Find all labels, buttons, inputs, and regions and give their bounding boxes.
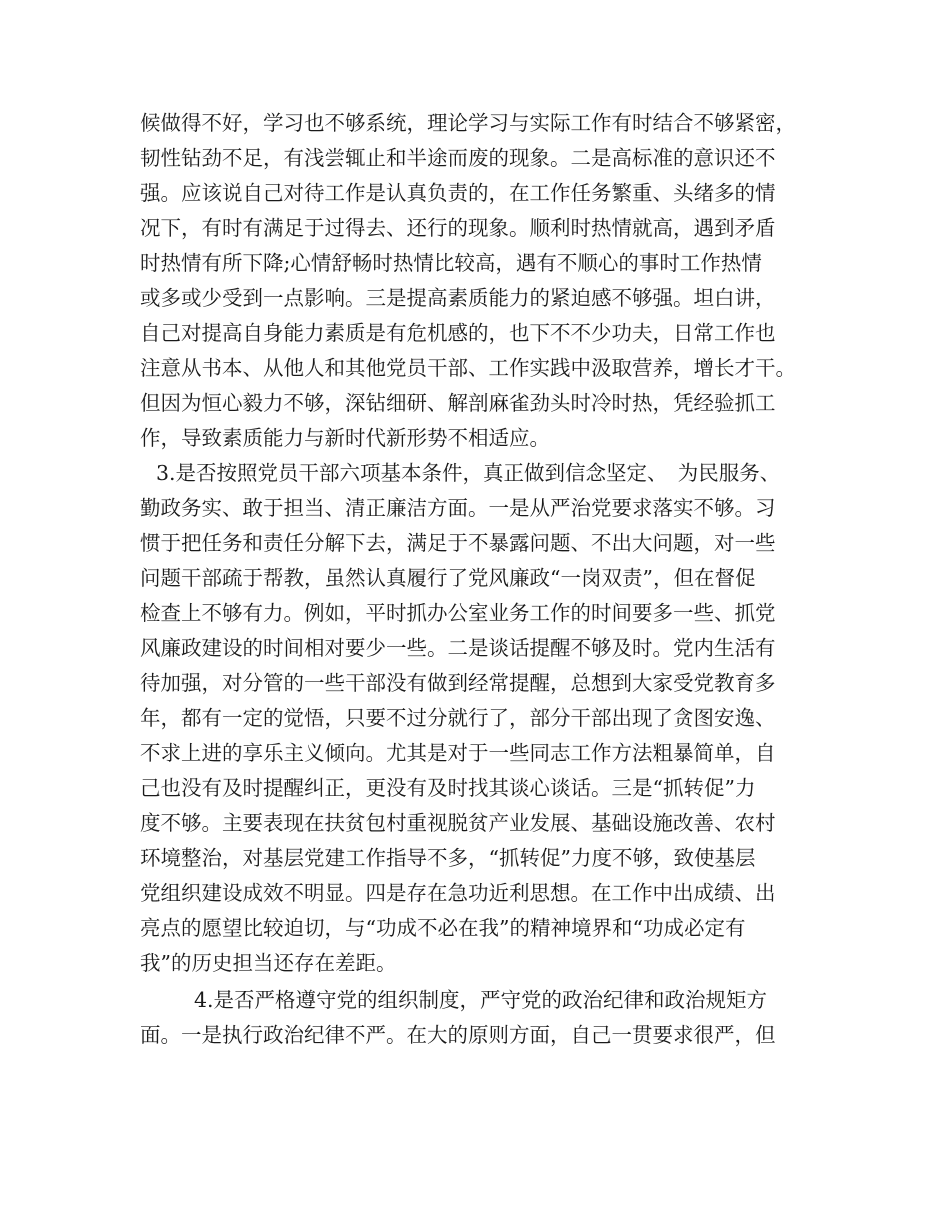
text-line: 作，导致素质能力与新时代新形势不相适应。 — [140, 426, 550, 450]
text-line: 我”的历史担当还存在差距。 — [140, 951, 397, 975]
text-line: 面。一是执行政治纪律不严。在大的原则方面，自己一贯要求很严，但 — [140, 1023, 776, 1047]
text-line: 韧性钻劲不足，有浅尝辄止和半途而废的现象。二是高标准的意识还不 — [140, 146, 776, 170]
text-line: 时热情有所下降;心情舒畅时热情比较高，遇有不顺心的事时工作热情 — [140, 251, 762, 275]
text-line: 问题干部疏于帮教，虽然认真履行了党风廉政“一岗双责”，但在督促 — [140, 566, 756, 590]
text-line: 勤政务实、敢于担当、清正廉洁方面。一是从严治党要求落实不够。习 — [140, 496, 776, 520]
document-body — [140, 106, 830, 1053]
text-line: 强。应该说自己对待工作是认真负责的，在工作任务繁重、头绪多的情 — [140, 181, 776, 205]
paragraph-heading-line: 4.是否严格遵守党的组织制度，严守党的政治纪律和政治规矩方 — [194, 988, 768, 1012]
paragraph-3 — [140, 456, 830, 981]
text-line: 己也没有及时提醒纠正，更没有及时找其谈心谈话。三是“抓转促”力 — [140, 776, 756, 800]
text-line: 检查上不够有力。例如，平时抓办公室业务工作的时间要多一些、抓党 — [140, 601, 776, 625]
text-line: 候做得不好，学习也不够系统，理论学习与实际工作有时结合不够紧密， — [140, 111, 796, 135]
text-line: 或多或少受到一点影响。三是提高素质能力的紧迫感不够强。坦白讲， — [140, 286, 776, 310]
text-line: 年，都有一定的觉悟，只要不过分就行了，部分干部出现了贪图安逸、 — [140, 706, 776, 730]
text-line: 不求上进的享乐主义倾向。尤其是对于一些同志工作方法粗暴简单，自 — [140, 741, 776, 765]
text-line: 环境整治，对基层党建工作指导不多，“抓转促”力度不够，致使基层 — [140, 846, 756, 870]
paragraph-heading-line: 3.是否按照党员干部六项基本条件，真正做到信念坚定、 为民服务、 — [156, 461, 781, 485]
text-line: 度不够。主要表现在扶贫包村重视脱贫产业发展、基础设施改善、农村 — [140, 811, 776, 835]
text-line: 但因为恒心毅力不够，深钻细研、解剖麻雀劲头时冷时热，凭经验抓工 — [140, 391, 776, 415]
text-line: 待加强，对分管的一些干部没有做到经常提醒，总想到大家受党教育多 — [140, 671, 776, 695]
text-line: 惯于把任务和责任分解下去，满足于不暴露问题、不出大问题，对一些 — [140, 531, 776, 555]
text-line: 自己对提高自身能力素质是有危机感的，也下不不少功夫，日常工作也 — [140, 321, 776, 345]
text-line: 况下，有时有满足于过得去、还行的现象。顺利时热情就高，遇到矛盾 — [140, 216, 776, 240]
text-line: 注意从书本、从他人和其他党员干部、工作实践中汲取营养，增长才干。 — [140, 356, 796, 380]
text-line: 风廉政建设的时间相对要少一些。二是谈话提醒不够及时。党内生活有 — [140, 636, 776, 660]
text-line: 党组织建设成效不明显。四是存在急功近利思想。在工作中出成绩、出 — [140, 881, 776, 905]
text-line: 亮点的愿望比较迫切，与“功成不必在我”的精神境界和“功成必定有 — [140, 916, 746, 940]
paragraph-continuation — [140, 106, 830, 456]
paragraph-4 — [140, 983, 830, 1053]
